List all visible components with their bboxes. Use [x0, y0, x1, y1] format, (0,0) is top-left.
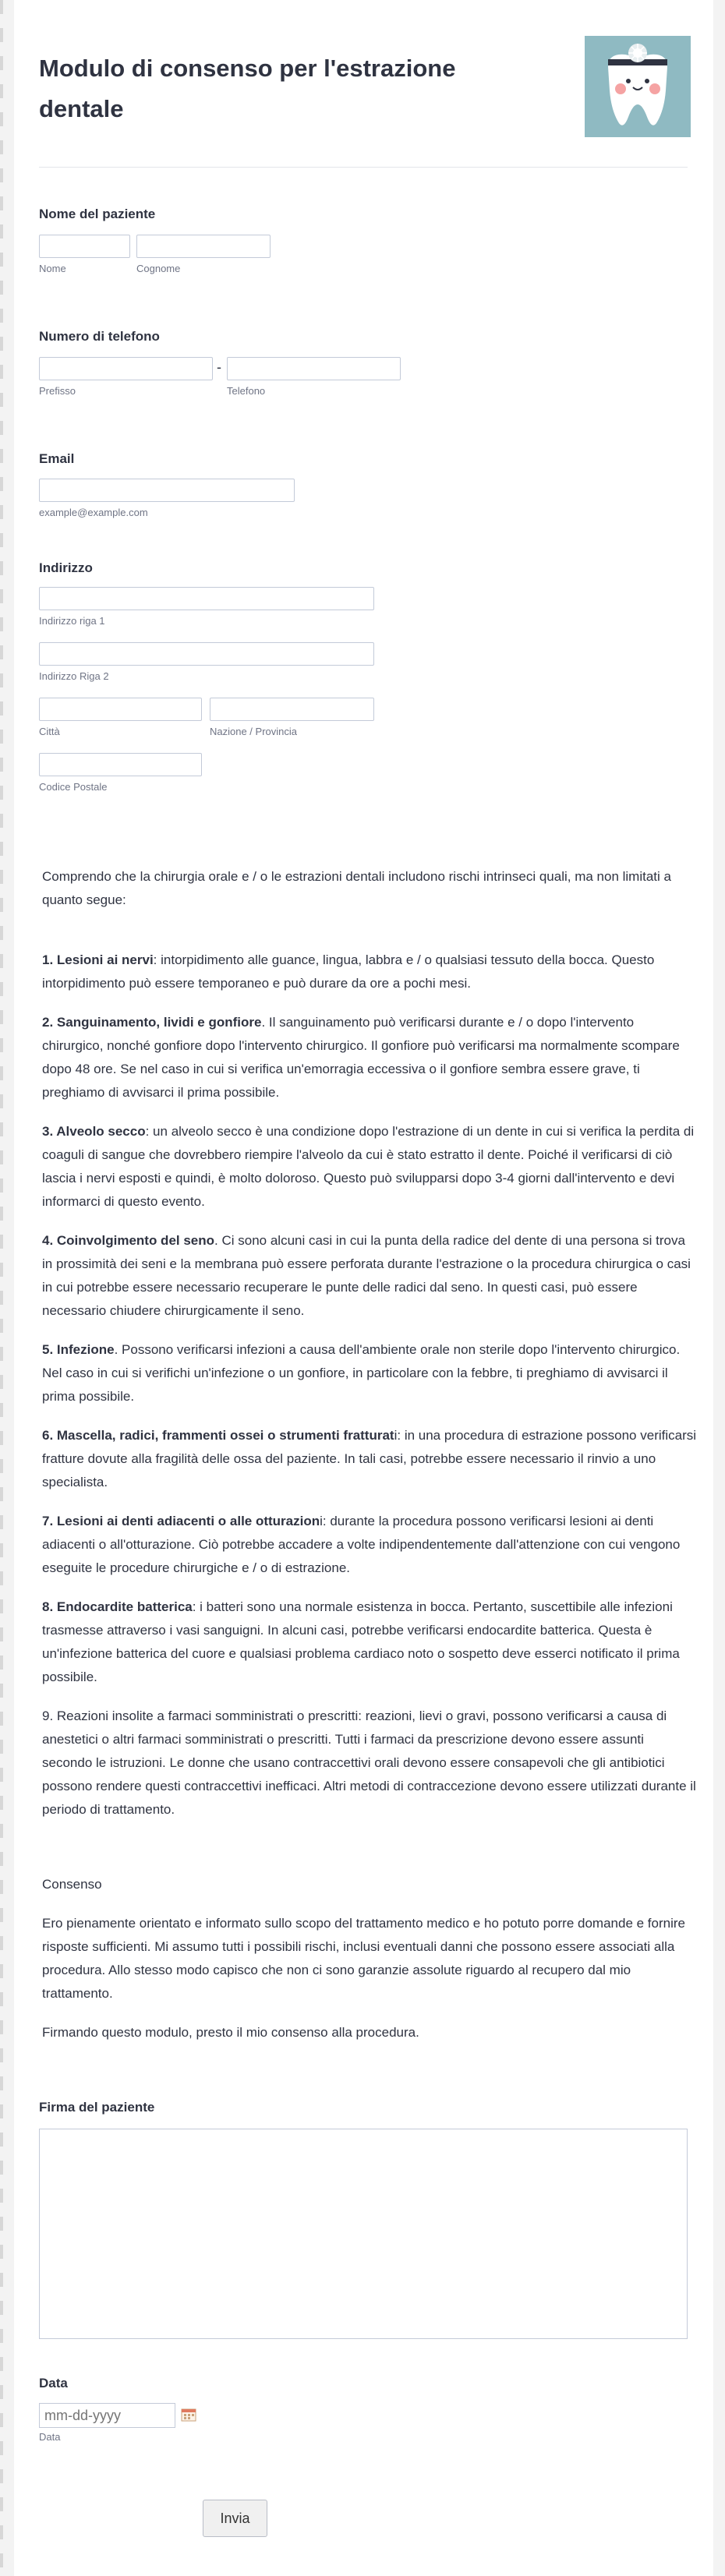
consent-closing: Firmando questo modulo, presto il mio consenso alla procedura. [42, 2025, 419, 2040]
state-input[interactable] [210, 698, 374, 721]
risk-item-title: 7. Lesioni ai denti adiacenti o alle otturazion [42, 1514, 320, 1528]
date-sublabel: Data [39, 2431, 61, 2443]
risk-item-text: i: durante la procedura possono verificarsi lesioni ai denti adiacenti o all'otturazione. Ciò potrebbe accadere a volte indipendentemente dall'attenzione con cui vengono eseguite le procedure chirurgiche e / o di estrazione. [42, 1514, 681, 1575]
signature-label: Firma del paziente [39, 2100, 155, 2115]
name-label: Nome del paziente [39, 207, 156, 221]
risk-item-2 [42, 1011, 697, 1104]
postal-code-sublabel: Codice Postale [39, 781, 108, 793]
risk-item-text: 9. Reazioni insolite a farmaci somministrati o prescritti: reazioni, lievi o gravi, possono verificarsi a causa di anestetici o altri farmaci somministrati o prescritti. Tutti i farmaci da prescrizione devono essere assunti secondo le istruzioni. Le donne che usano contraccettivi orali devono essere consapevoli che gli antibiotici possono rendere questi contraccettivi inefficaci. Altri metodi di contraccezione devono essere utilizzati durante il periodo di trattamento. [42, 1708, 696, 1817]
address-line1-sublabel: Indirizzo riga 1 [39, 615, 105, 627]
risk-item-title: 5. Infezione [42, 1342, 115, 1357]
risk-item-title: 2. Sanguinamento, lividi e gonfiore [42, 1015, 262, 1030]
phone-number-input[interactable] [227, 357, 401, 380]
email-sublabel: example@example.com [39, 507, 148, 518]
calendar-icon[interactable] [181, 2408, 196, 2422]
date-label: Data [39, 2376, 68, 2390]
address-line2-input[interactable] [39, 642, 374, 666]
phone-prefix-sublabel: Prefisso [39, 385, 76, 397]
risk-item-title: 3. Alveolo secco [42, 1124, 146, 1139]
risk-item-title: 4. Coinvolgimento del seno [42, 1233, 215, 1248]
city-input[interactable] [39, 698, 202, 721]
risk-item-3 [42, 1120, 697, 1214]
email-label: Email [39, 451, 75, 466]
submit-button[interactable]: Invia [203, 2500, 267, 2537]
postal-code-input[interactable] [39, 753, 202, 776]
state-sublabel: Nazione / Provincia [210, 726, 297, 737]
risk-item-title: 8. Endocardite batterica [42, 1599, 193, 1614]
city-sublabel: Città [39, 726, 60, 737]
risk-item-text: i: in una procedura di estrazione possono verificarsi fratture dovute alla fragilità delle ossa del paziente. In tali casi, potrebbe essere necessario il rinvio a uno specialista. [42, 1428, 697, 1489]
phone-prefix-input[interactable] [39, 357, 213, 380]
risks-intro: Comprendo che la chirurgia orale e / o le estrazioni dentali includono rischi intrinseci quali, ma non limitati a quanto segue: [42, 869, 671, 907]
risk-item-1 [42, 949, 697, 995]
risk-item-text: : intorpidimento alle guance, lingua, labbra e / o qualsiasi tessuto della bocca. Questo intorpidimento può essere temporaneo e può durare da ore a pochi mesi. [42, 952, 655, 991]
risk-item-8 [42, 1595, 697, 1689]
risk-item-text: . Possono verificarsi infezioni a causa dell'ambiente orale non sterile dopo l'intervento chirurgico. Nel caso in cui si verifichi un'infezione o un gonfiore, in particolare con la febbre, ti preghiamo di avvisarci il prima possibile. [42, 1342, 681, 1404]
date-input[interactable] [39, 2403, 175, 2428]
address-line1-input[interactable] [39, 587, 374, 610]
risk-item-9 [42, 1705, 697, 1822]
consent-body: Ero pienamente orientato e informato sullo scopo del trattamento medico e ho potuto porre domande e fornire risposte sufficienti. Mi assumo tutti i possibili rischi, inclusi eventuali danni che possono essere associati alla procedura. Allo stesso modo capisco che non ci sono garanzie assolute riguardo al recupero dal mio trattamento. [42, 1916, 685, 2001]
risk-item-text: : un alveolo secco è una condizione dopo l'estrazione di un dente in cui si verifica la perdita di coaguli di sangue che dovrebbero riempire l'alveolo da cui è stato estratto il dente. Poiché il verificarsi di ciò lascia i nervi esposti e quindi, è molto doloroso. Questo può svilupparsi dopo 3-4 giorni dall'intervento e devi informarci di questo evento. [42, 1124, 695, 1209]
risk-item-text: . Il sanguinamento può verificarsi durante e / o dopo l'intervento chirurgico, nonché gonfiore dopo l'intervento chirurgico. Il gonfiore può verificarsi ma normalmente scompare dopo 48 ore. Se nel caso in cui si verifica un'emorragia eccessiva o il gonfiore sembra essere grave, ti preghiamo di avvisarci il prima possibile. [42, 1015, 680, 1100]
phone-label: Numero di telefono [39, 329, 160, 344]
risk-item-text: . Ci sono alcuni casi in cui la punta della radice del dente di una persona si trova in prossimità dei seni e la membrana può essere perforata durante l'estrazione o la procedura chirurgica o casi in cui potrebbe essere necessario recuperare le punte delle radici dal seno. In questi casi, può essere necessario chiudere chirurgicamente il seno. [42, 1233, 691, 1318]
email-input[interactable] [39, 479, 295, 502]
first-name-sublabel: Nome [39, 263, 66, 274]
form-title: Modulo di consenso per l'estrazione dentale [39, 55, 456, 122]
form-card [14, 0, 713, 2576]
address-label: Indirizzo [39, 560, 93, 575]
header-divider [39, 167, 688, 168]
risk-item-5 [42, 1338, 697, 1408]
phone-separator: - [217, 359, 221, 375]
risk-item-7 [42, 1510, 697, 1580]
consent-heading: Consenso [42, 1877, 102, 1892]
risk-item-title: 6. Mascella, radici, frammenti ossei o strumenti fratturat [42, 1428, 394, 1443]
phone-number-sublabel: Telefono [227, 385, 266, 397]
first-name-input[interactable] [39, 235, 130, 258]
tooth-mascot-icon [585, 36, 691, 137]
last-name-sublabel: Cognome [136, 263, 181, 274]
risk-item-text: : i batteri sono una normale esistenza in bocca. Pertanto, suscettibile alle infezioni trasmesse attraverso i vasi sanguigni. In alcuni casi, potrebbe verificarsi endocardite batterica. Questa è un'infezione batterica del cuore e qualsiasi problema cardiaco noto o sospetto deve esserci notificato il prima possibile. [42, 1599, 680, 1684]
signature-pad[interactable] [39, 2129, 688, 2339]
last-name-input[interactable] [136, 235, 271, 258]
page-edge [0, 0, 3, 2576]
address-line2-sublabel: Indirizzo Riga 2 [39, 670, 109, 682]
risk-item-6 [42, 1424, 697, 1494]
risk-item-4 [42, 1229, 697, 1323]
risk-item-title: 1. Lesioni ai nervi [42, 952, 154, 967]
